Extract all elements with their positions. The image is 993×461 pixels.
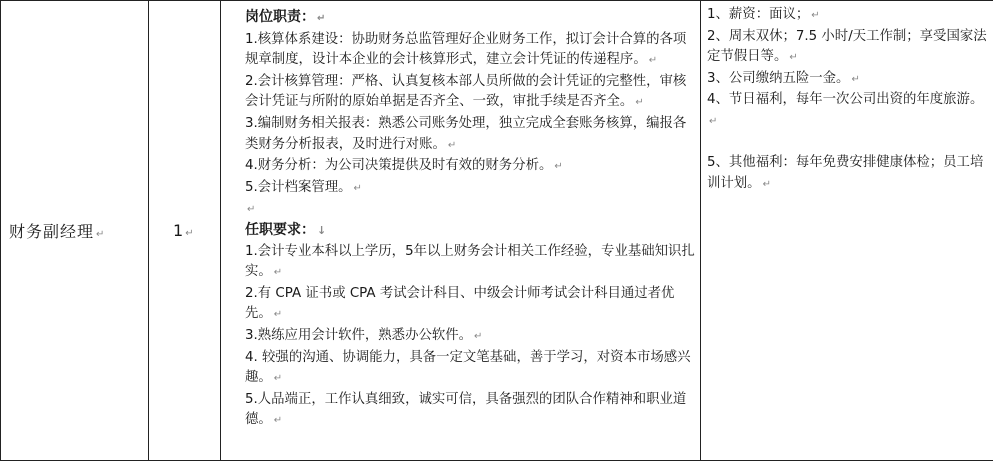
benefit-item: 1、薪资：面议； ↵ bbox=[707, 7, 820, 22]
paragraph-mark-icon: ↵ bbox=[273, 373, 283, 385]
paragraph-mark-icon: ↵ bbox=[811, 10, 820, 21]
requirement-item: 4. 较强的沟通、协调能力，具备一定文笔基础，善于学习，对资本市场感兴趣。 ↵ bbox=[245, 349, 691, 386]
paragraph-mark-icon: ↵ bbox=[273, 309, 283, 321]
requirement-item: 2.有 CPA 证书或 CPA 考试会计科目、中级会计师考试会计科目通过者优先。 ↵ bbox=[245, 285, 675, 322]
description-cell bbox=[221, 1, 701, 461]
benefit-item: 2、周末双休；7.5 小时/天工作制；享受国家法定节假日等。 ↵ bbox=[707, 28, 987, 65]
position-cell bbox=[1, 1, 149, 461]
paragraph-mark-icon: ↵ bbox=[273, 267, 283, 279]
paragraph-mark-icon: ↵ bbox=[709, 115, 718, 127]
responsibility-item: 1.核算体系建设：协助财务总监管理好企业财务工作，拟订会计合算的各项规章制度，设计本企业的会计核算形式，建立会计凭证的传递程序。 ↵ bbox=[245, 31, 687, 68]
paragraph-mark-icon: ↵ bbox=[353, 182, 362, 194]
benefit-item: 4、节日福利，每年一次公司出资的年度旅游。↵ bbox=[707, 92, 984, 127]
responsibilities-heading: 岗位职责： ↵ bbox=[245, 9, 326, 25]
requirement-item: 3.熟练应用会计软件，熟悉办公软件。 ↵ bbox=[245, 327, 483, 343]
count-cell bbox=[149, 1, 221, 461]
paragraph-mark-icon: ↵ bbox=[648, 55, 658, 67]
requirements-heading: 任职要求： ↓ bbox=[245, 221, 327, 238]
paragraph-mark-icon: ↵ bbox=[762, 178, 771, 190]
benefits-cell bbox=[701, 1, 993, 461]
blank-line bbox=[707, 133, 989, 154]
blank-line bbox=[245, 199, 696, 220]
benefit-item: 5、其他福利：每年免费安排健康体检；员工培训计划。 ↵ bbox=[707, 155, 984, 191]
table-row bbox=[1, 1, 993, 461]
paragraph-mark-icon: ↵ bbox=[317, 13, 326, 24]
paragraph-mark-icon: ↵ bbox=[474, 330, 483, 342]
paragraph-mark-icon: ↵ bbox=[273, 415, 283, 427]
paragraph-mark-icon: ↵ bbox=[247, 204, 256, 216]
responsibility-item: 5.会计档案管理。 ↵ bbox=[245, 179, 362, 195]
responsibility-item: 4.财务分析：为公司决策提供及时有效的财务分析。 ↵ bbox=[245, 158, 563, 174]
responsibility-item: 2.会计核算管理：严格、认真复核本部人员所做的会计凭证的完整性，审核会计凭证与所附的原始单据是否齐全、一致，审批手续是否齐全。 ↵ bbox=[245, 73, 687, 110]
requirement-item: 1.会计专业本科以上学历，5年以上财务会计相关工作经验，专业基础知识扎实。 ↵ bbox=[245, 243, 695, 280]
responsibility-item: 3.编制财务相关报表：熟悉公司账务处理，独立完成全套账务核算，编报各类财务分析报表，及时进行对账。 ↵ bbox=[245, 115, 687, 152]
paragraph-mark-icon: ↵ bbox=[447, 139, 457, 151]
paragraph-mark-icon: ↵ bbox=[789, 52, 798, 64]
line-break-arrow-icon: ↓ bbox=[317, 223, 327, 237]
paragraph-mark-icon: ↵ bbox=[554, 161, 563, 173]
position-title: 财务副经理 bbox=[9, 222, 95, 241]
paragraph-mark-icon: ↵ bbox=[185, 228, 194, 239]
paragraph-mark-icon: ↵ bbox=[851, 73, 860, 85]
requirement-item: 5.人品端正，工作认真细致，诚实可信，具备强烈的团队合作精神和职业道德。 ↵ bbox=[245, 391, 687, 428]
paragraph-mark-icon: ↵ bbox=[635, 97, 644, 109]
paragraph-mark-icon: ↵ bbox=[96, 229, 106, 240]
benefit-item: 3、公司缴纳五险一金。 ↵ bbox=[707, 70, 860, 86]
position-count: 1 bbox=[173, 221, 184, 240]
